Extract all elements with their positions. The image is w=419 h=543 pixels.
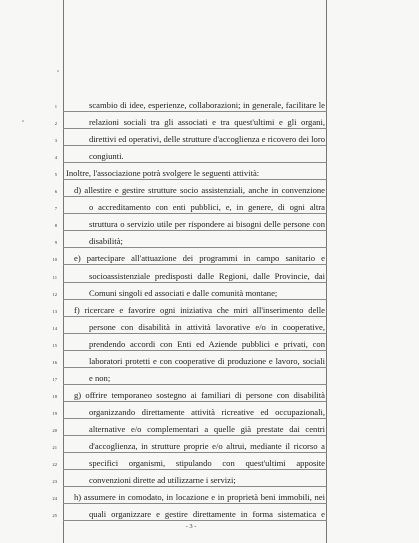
line-text: specifici organismi, stipulando con quest'ultimi apposite xyxy=(89,458,325,469)
line-text: Inoltre, l'associazione potrà svolgere le seguenti attività: xyxy=(66,168,260,179)
line-number: 3 xyxy=(54,138,57,144)
line-number: 17 xyxy=(52,376,57,382)
document-line xyxy=(0,368,419,385)
line-number: 2 xyxy=(54,121,57,127)
line-text: persone con disabilità in attività lavorative e/o in cooperative, xyxy=(89,321,325,332)
line-text: congiunti. xyxy=(89,151,124,162)
line-number: 21 xyxy=(52,444,57,450)
document-line xyxy=(0,334,419,351)
line-text: g) offrire temporaneo sostegno ai familiari di persone con disabilità xyxy=(74,389,325,400)
line-number: 23 xyxy=(52,479,57,485)
line-text: disabilità; xyxy=(89,236,123,247)
document-line xyxy=(0,214,419,231)
line-number: 24 xyxy=(52,496,57,502)
line-number: 19 xyxy=(52,410,57,416)
line-number: 7 xyxy=(54,206,57,212)
document-line xyxy=(0,163,419,180)
line-text: e) partecipare all'attuazione dei programmi in campo sanitario e xyxy=(74,253,325,264)
document-line xyxy=(0,300,419,317)
line-text: scambio di idee, esperienze, collaborazioni; in generale, facilitare le xyxy=(89,100,325,111)
line-number: 13 xyxy=(52,308,57,314)
line-number: 16 xyxy=(52,359,57,365)
document-line xyxy=(0,146,419,163)
line-text: relazioni sociali tra gli associati e tra quest'ultimi e gli organi, xyxy=(89,117,325,128)
document-line xyxy=(0,436,419,453)
line-text: quali organizzare e gestire direttamente in forma sistematica e xyxy=(89,509,325,520)
line-text: e non; xyxy=(89,372,111,383)
document-line xyxy=(0,351,419,368)
document-line xyxy=(0,504,419,521)
document-line xyxy=(0,95,419,112)
line-text: prendendo accordi con Enti ed Aziende pubblici e privati, con xyxy=(89,338,325,349)
line-number: 22 xyxy=(52,462,57,468)
document-line xyxy=(0,129,419,146)
line-number: 25 xyxy=(52,513,57,519)
line-text: laboratori protetti e con cooperative di produzione e lavoro, sociali xyxy=(89,355,325,366)
page-number: - 3 - xyxy=(185,523,197,530)
document-line xyxy=(0,265,419,282)
line-text: socioassistenziale predisposti dalle Regioni, dalle Provincie, dai xyxy=(89,270,325,281)
line-number: 1 xyxy=(54,104,57,110)
line-rule xyxy=(63,520,327,521)
document-line xyxy=(0,283,419,300)
line-text: alternative e/o complementari a quelle già prestate dai centri xyxy=(89,423,325,434)
line-number: 6 xyxy=(54,189,57,195)
document-line xyxy=(0,470,419,487)
line-text: struttura o servizio utile per rispondere ai bisogni delle persone con xyxy=(89,219,325,230)
line-number: 18 xyxy=(52,393,57,399)
line-text: Comuni singoli ed associati e dalle comunità montane; xyxy=(89,287,278,298)
line-text: d'accoglienza, in strutture proprie e/o altrui, mediante il ricorso a xyxy=(89,440,325,451)
document-line xyxy=(0,402,419,419)
line-text: h) assumere in comodato, in locazione e in proprietà beni immobili, nei xyxy=(74,492,325,503)
document-line xyxy=(0,231,419,248)
line-number: 12 xyxy=(52,291,57,297)
document-line xyxy=(0,180,419,197)
line-number: 9 xyxy=(54,240,57,246)
line-number: 20 xyxy=(52,427,57,433)
line-number: 8 xyxy=(54,223,57,229)
scan-speck xyxy=(57,70,59,72)
document-line xyxy=(0,419,419,436)
document-line xyxy=(0,248,419,265)
line-number: 11 xyxy=(52,274,57,280)
document-line xyxy=(0,112,419,129)
line-number: 4 xyxy=(54,155,57,161)
line-text: direttivi ed operativi, delle strutture d'accoglienza e ricovero dei loro xyxy=(89,134,325,145)
line-number: 10 xyxy=(52,257,57,263)
document-line xyxy=(0,197,419,214)
document-line xyxy=(0,317,419,334)
line-text: o accreditamento con enti pubblici, e, in genere, di ogni altra xyxy=(89,202,325,213)
line-number: 15 xyxy=(52,342,57,348)
document-line xyxy=(0,385,419,402)
line-number: 5 xyxy=(54,172,57,178)
numbered-lines xyxy=(0,95,419,521)
line-text: organizzando direttamente attività ricreative ed occupazionali, xyxy=(89,406,325,417)
document-line xyxy=(0,487,419,504)
line-text: convenzioni dirette ad utilizzarne i servizi; xyxy=(89,475,236,486)
document-line xyxy=(0,453,419,470)
line-text: d) allestire e gestire strutture socio assistenziali, anche in convenzione xyxy=(74,185,325,196)
line-text: f) ricercare e favorire ogni iniziativa che miri all'inserimento delle xyxy=(74,304,325,315)
line-number: 14 xyxy=(52,325,57,331)
